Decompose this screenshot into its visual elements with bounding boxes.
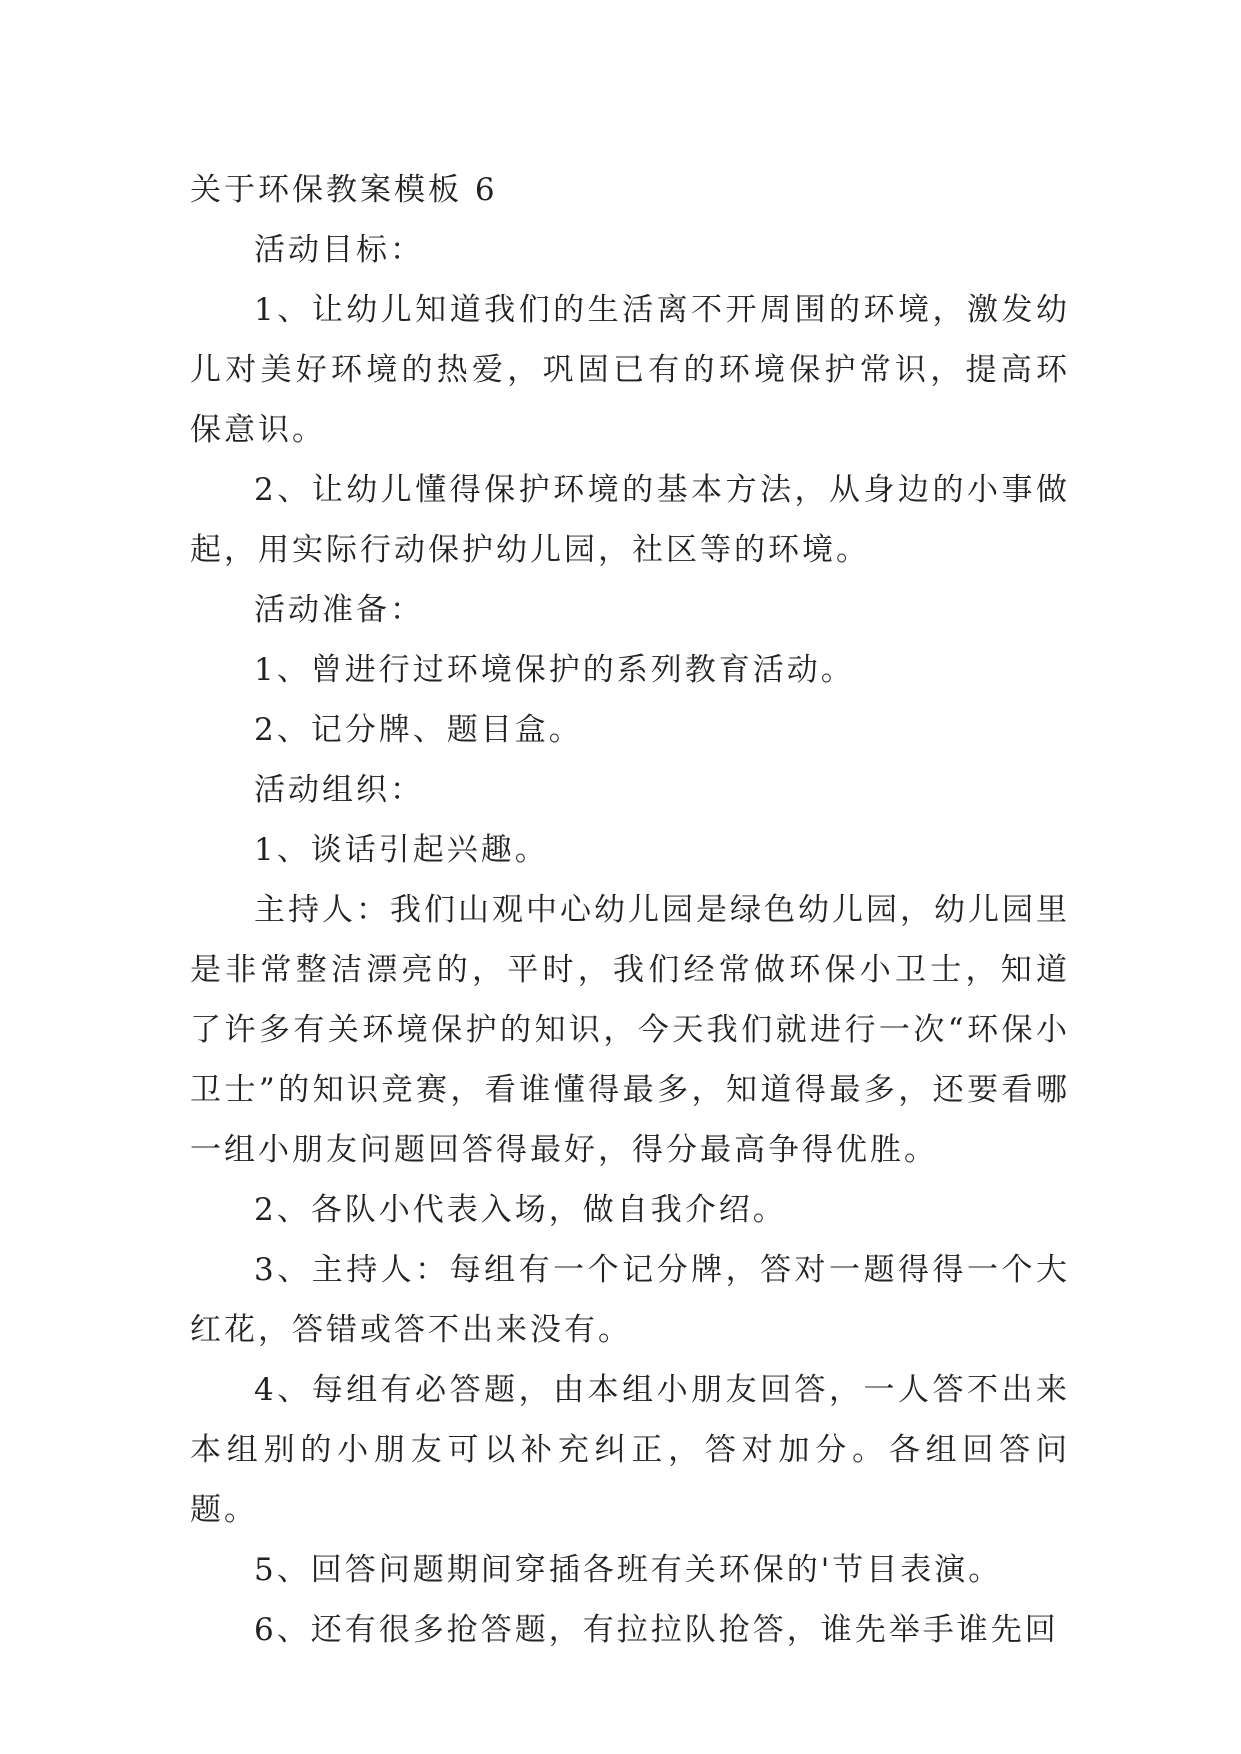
goal-item-2: 2、让幼儿懂得保护环境的基本方法，从身边的小事做起，用实际行动保护幼儿园，社区等的环境。 [190, 472, 1070, 568]
organization-item-3: 3、主持人：每组有一个记分牌，答对一题得得一个大红花，答错或答不出来没有。 [190, 1252, 1070, 1348]
organization-item-5: 5、回答问题期间穿插各班有关环保的'节目表演。 [254, 1552, 1003, 1588]
document-title: 关于环保教案模板 6 [190, 172, 498, 208]
organization-item-4: 4、每组有必答题，由本组小朋友回答，一人答不出来本组别的小朋友可以补充纠正，答对加分。各组回答问题。 [190, 1372, 1070, 1528]
goal-item-1: 1、让幼儿知道我们的生活离不开周围的环境，激发幼儿对美好环境的热爱，巩固已有的环境保护常识，提高环保意识。 [190, 292, 1070, 448]
preparation-item-2: 2、记分牌、题目盒。 [254, 712, 583, 748]
host-speech: 主持人：我们山观中心幼儿园是绿色幼儿园，幼儿园里是非常整洁漂亮的，平时，我们经常做环保小卫士，知道了许多有关环境保护的知识，今天我们就进行一次“环保小卫士”的知识竞赛，看谁懂得最多，知道得最多，还要看哪一组小朋友问题回答得最好，得分最高争得优胜。 [190, 892, 1070, 1168]
section-heading-preparation: 活动准备： [254, 592, 424, 628]
organization-item-2: 2、各队小代表入场，做自我介绍。 [254, 1192, 787, 1228]
section-heading-organization: 活动组织： [254, 772, 424, 808]
preparation-item-1: 1、曾进行过环境保护的系列教育活动。 [254, 652, 855, 688]
organization-item-1: 1、谈话引起兴趣。 [254, 832, 549, 868]
document-page [190, 160, 1070, 1660]
section-heading-goals: 活动目标： [254, 232, 424, 268]
organization-item-6: 6、还有很多抢答题，有拉拉队抢答，谁先举手谁先回 [254, 1612, 1059, 1648]
